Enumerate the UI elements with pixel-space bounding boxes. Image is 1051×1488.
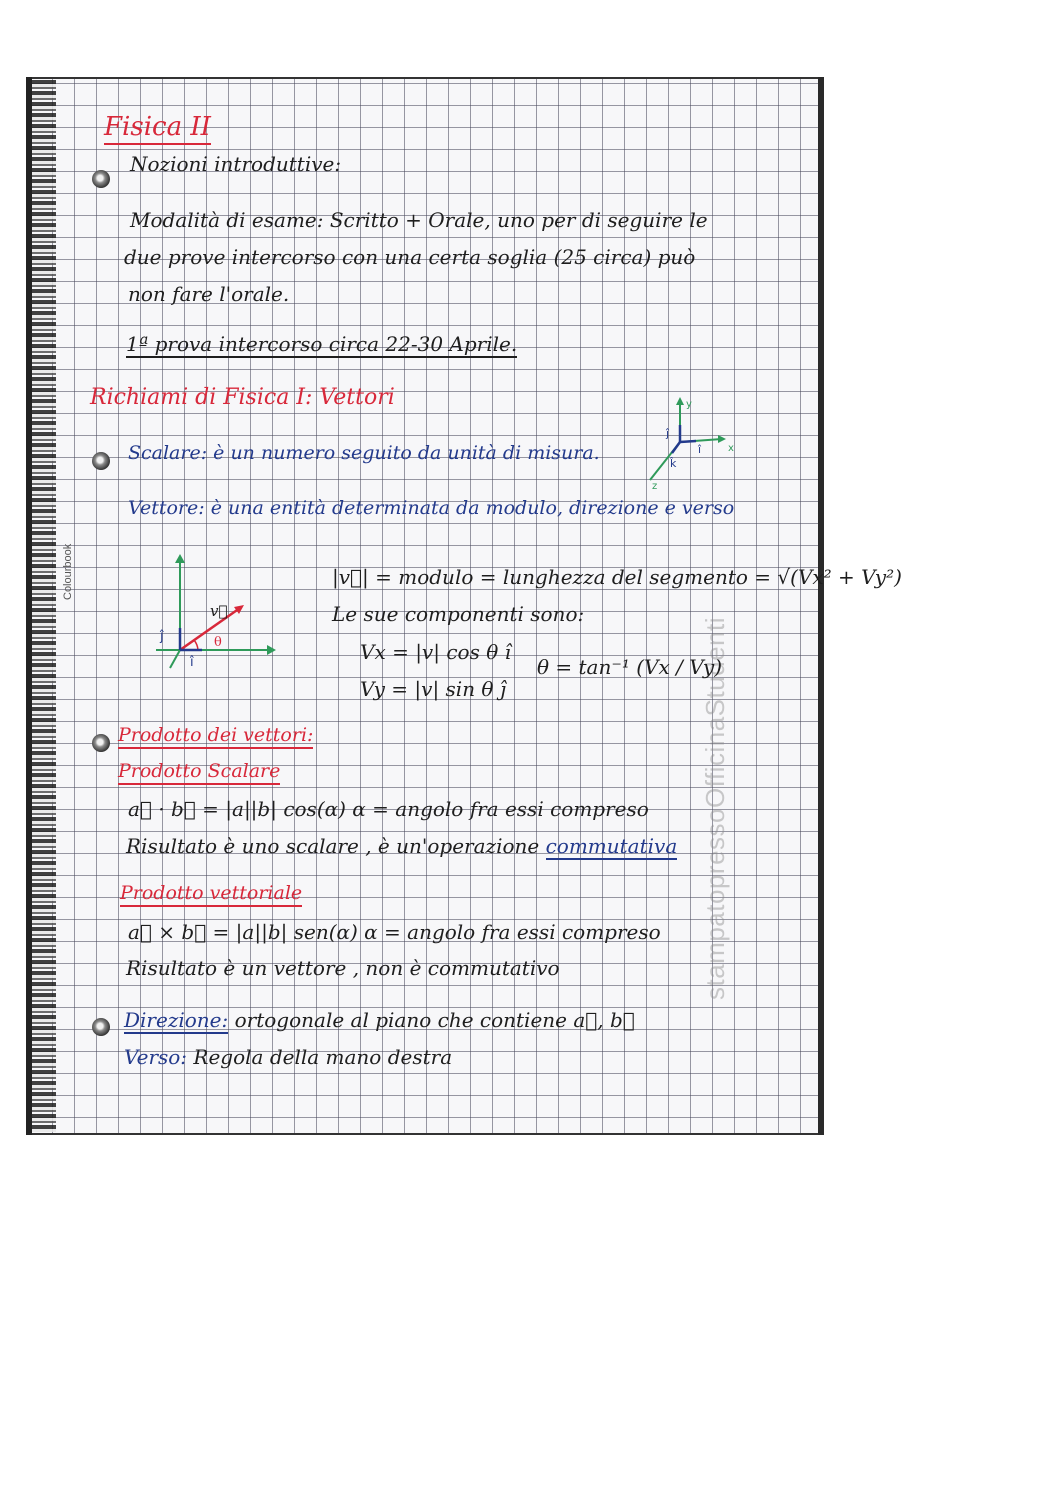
verse-text: Regola della mano destra <box>193 1045 453 1069</box>
vector-product-formula: a⃗ × b⃗ = |a||b| sen(α) α = angolo fra essi compreso <box>128 920 661 944</box>
intro-heading: Nozioni introduttive: <box>130 152 342 176</box>
y-axis-arrow <box>676 397 684 405</box>
direction-line <box>124 1008 635 1032</box>
axes-3d-diagram <box>640 395 740 490</box>
scalar-product-result-text: Risultato è uno scalare , è un'operazione <box>126 834 540 858</box>
punch-hole <box>92 734 110 752</box>
x-axis-arrow <box>267 645 276 655</box>
y-axis-label: y <box>686 399 692 410</box>
section-heading-vectors: Richiami di Fisica I: Vettori <box>90 385 395 410</box>
first-test-date: 1ª prova intercorso circa 22-30 Aprile. <box>126 332 518 356</box>
vector-definition: Vettore: è una entità determinata da modulo, direzione e verso <box>128 497 735 519</box>
direction-label: Direzione: <box>124 1008 229 1032</box>
punch-hole <box>92 1018 110 1036</box>
scalar-product-heading: Prodotto Scalare <box>118 760 280 785</box>
x-axis-label: x <box>728 443 734 454</box>
scalar-product-result <box>126 834 677 858</box>
exam-mode-line-2: due prove intercorso con una certa soglia (25 circa) può <box>124 245 696 269</box>
theta-label: θ <box>214 635 222 650</box>
notebook-brand: Colourbook <box>62 543 74 600</box>
x-axis-arrow <box>718 435 726 443</box>
i-unit-vector <box>680 441 696 442</box>
direction-text: ortogonale al piano che contiene a⃗, b⃗ <box>234 1008 635 1032</box>
punch-hole <box>92 452 110 470</box>
vector-v-label: v⃗ <box>210 602 228 620</box>
watermark: stampatopressoOfficinaStudenti <box>700 616 730 1000</box>
modulus-formula: |v⃗| = modulo = lunghezza del segmento = √(Vx² + Vy²) <box>332 565 902 589</box>
j-label: ĵ <box>666 427 670 440</box>
j-label: ĵ <box>160 629 164 644</box>
page-right-edge <box>818 77 824 1135</box>
k-label: k̂ <box>670 457 677 470</box>
commutative-label: commutativa <box>545 834 678 858</box>
verse-line <box>124 1045 452 1069</box>
page-left-edge <box>26 77 32 1135</box>
vx-formula: Vx = |v| cos θ î <box>360 640 511 664</box>
vector-product-result: Risultato è un vettore , non è commutativo <box>126 956 560 980</box>
theta-arc <box>194 640 198 650</box>
vector-product-heading: Prodotto vettoriale <box>120 882 302 907</box>
scalar-definition: Scalare: è un numero seguito da unità di misura. <box>128 442 600 464</box>
components-intro: Le sue componenti sono: <box>332 602 585 626</box>
exam-mode-line-1: Modalità di esame: Scritto + Orale, uno per di seguire le <box>130 208 708 232</box>
k-unit-vector <box>672 442 680 453</box>
scalar-product-formula: a⃗ · b⃗ = |a||b| cos(α) α = angolo fra essi compreso <box>128 797 649 821</box>
vector-2d-diagram <box>150 550 280 675</box>
i-label: î <box>698 443 702 456</box>
i-label: î <box>190 655 194 670</box>
vy-formula: Vy = |v| sin θ ĵ <box>360 677 507 701</box>
y-axis-arrow <box>175 554 185 563</box>
exam-mode-line-3: non fare l'orale. <box>128 282 290 306</box>
verse-label: Verso: <box>124 1045 188 1069</box>
vector-products-heading: Prodotto dei vettori: <box>118 724 313 749</box>
page-title: Fisica II <box>104 112 211 145</box>
punch-hole <box>92 170 110 188</box>
z-axis-label: z <box>652 481 658 492</box>
z-axis-line <box>170 650 180 668</box>
theta-formula: θ = tan⁻¹ (Vx / Vy) <box>537 655 722 679</box>
